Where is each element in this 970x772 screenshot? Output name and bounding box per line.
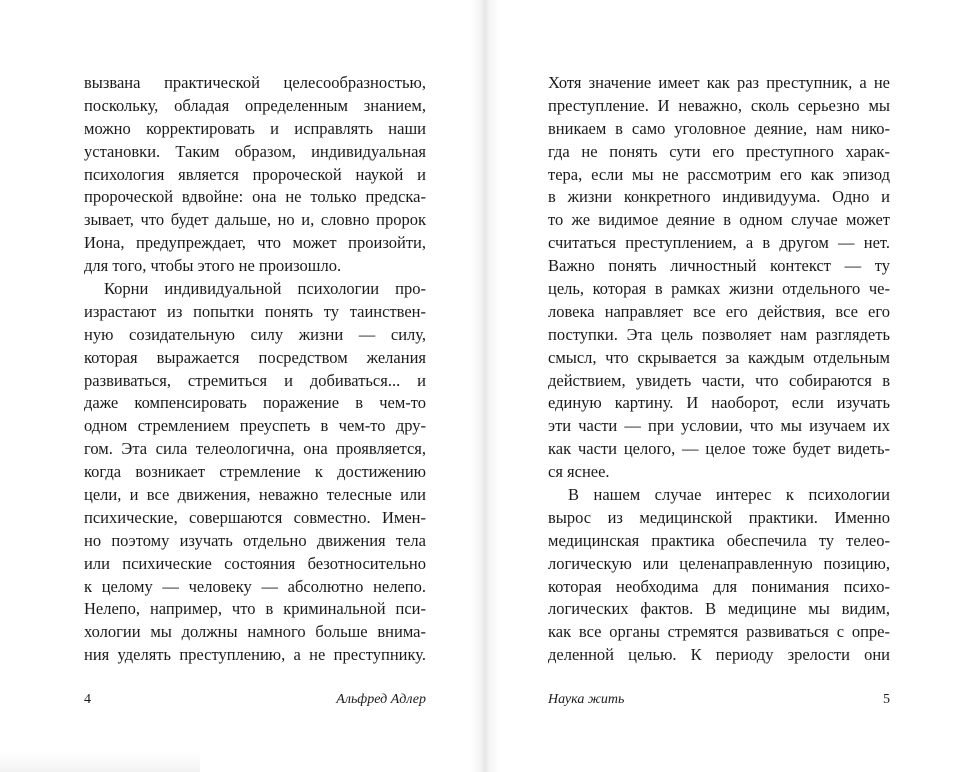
running-title: Альфред Адлер (336, 692, 426, 707)
text-line: ловека направляет все его действия, все его (548, 301, 890, 321)
text-line: установки. Таким образом, индивидуальная (84, 141, 426, 161)
text-line: считаться преступлением, а в другом — нет. (548, 233, 890, 253)
text-line: ния уделять преступлению, а не преступнику. (84, 645, 426, 665)
text-line: вырос из медицинской практики. Именно (548, 507, 890, 527)
text-line: то же видимое деяние в одном случае может (548, 210, 890, 230)
text-line: но поэтому изучать отдельно движения тела (84, 530, 426, 550)
text-line: или психические состояния безотносительно (84, 553, 426, 573)
text-line: как все органы стремятся развиваться с опре- (548, 622, 890, 642)
text-line: психология является пророческой наукой и (84, 164, 426, 184)
page-number: 4 (84, 692, 91, 707)
text-line: для того, чтобы этого не произошло. (84, 256, 342, 276)
left-page-text (84, 72, 426, 667)
text-line: действием, увидеть части, что собираются в (548, 370, 890, 390)
text-line: медицинская практика обеспечила ту телео- (548, 530, 890, 550)
text-line: преступление. И неважно, сколь серьезно мы (548, 95, 890, 115)
running-title: Наука жить (548, 692, 625, 707)
text-line: которая выражается посредством желания (84, 347, 426, 367)
text-line: одном стремлением преуспеть в чем-то дру- (84, 416, 426, 436)
text-line: в жизни конкретного индивидуума. Одно и (548, 187, 890, 207)
text-line: вызвана практической целесообразностью, (84, 73, 426, 92)
text-line: ную созидательную силу жизни — силу, (84, 324, 426, 344)
text-line: израстают из попытки понять ту таинствен- (84, 301, 426, 321)
text-line: к целому — человеку — абсолютно нелепо. (84, 576, 426, 596)
text-line: Хотя значение имеет как раз преступник, а не (548, 73, 890, 92)
text-line: логическую или целенаправленную позицию, (548, 553, 890, 573)
text-line: можно корректировать и исправлять наши (84, 118, 426, 138)
text-line: Нелепо, например, что в криминальной пси- (84, 599, 426, 619)
text-line: единую картину. И наоборот, если изучать (548, 393, 890, 413)
text-line: когда возникает стремление к достижению (84, 462, 426, 482)
text-line: тера, если мы не рассмотрим его как эпизод (548, 164, 890, 184)
text-line: деленной целью. К периоду зрелости они (548, 645, 890, 665)
text-line: эти части — при условии, что мы изучаем их (548, 416, 890, 436)
text-line: даже компенсировать поражение в чем-то (84, 393, 426, 413)
page-number: 5 (883, 692, 890, 707)
text-line: пророческой вдвойне: она не только предска- (84, 187, 426, 207)
text-line: ся яснее. (548, 462, 610, 482)
page-shadow (0, 752, 200, 772)
text-line: развиваться, стремиться и добиваться... и (84, 370, 426, 390)
text-line: гом. Эта сила телеологична, она проявляется, (84, 439, 426, 459)
text-line: цель, которая в рамках жизни отдельного че- (548, 279, 890, 299)
text-line: В нашем случае интерес к психологии (568, 485, 890, 505)
text-line: которая необходима для понимания психо- (548, 576, 890, 596)
text-line: смысл, что скрывается за каждым отдельным (548, 347, 890, 367)
text-line: логических фактов. В медицине мы видим, (548, 599, 890, 619)
text-line: цели, и все движения, неважно телесные или (84, 485, 426, 505)
text-line: Важно понять личностный контекст — ту (548, 256, 890, 276)
text-line: Иона, предупреждает, что может произойти, (84, 233, 426, 253)
text-line: психические, совершаются совместно. Имен- (84, 507, 426, 527)
text-line: поступки. Эта цель позволяет нам разглядеть (548, 324, 890, 344)
text-line: вникаем в само уголовное деяние, нам нико- (548, 118, 890, 138)
text-line: хологии мы должны намного больше внима- (84, 622, 426, 642)
text-line: Корни индивидуальной психологии про- (104, 279, 426, 299)
book-gutter (470, 0, 500, 772)
text-line: гда не понять сути его преступного харак- (548, 141, 890, 161)
right-page-text (548, 72, 890, 667)
text-line: поскольку, обладая определенным знанием, (84, 95, 426, 115)
text-line: как части целого, — целое тоже будет видеть- (548, 439, 890, 459)
text-line: зывает, что будет дальше, но и, словно пророк (84, 210, 426, 230)
